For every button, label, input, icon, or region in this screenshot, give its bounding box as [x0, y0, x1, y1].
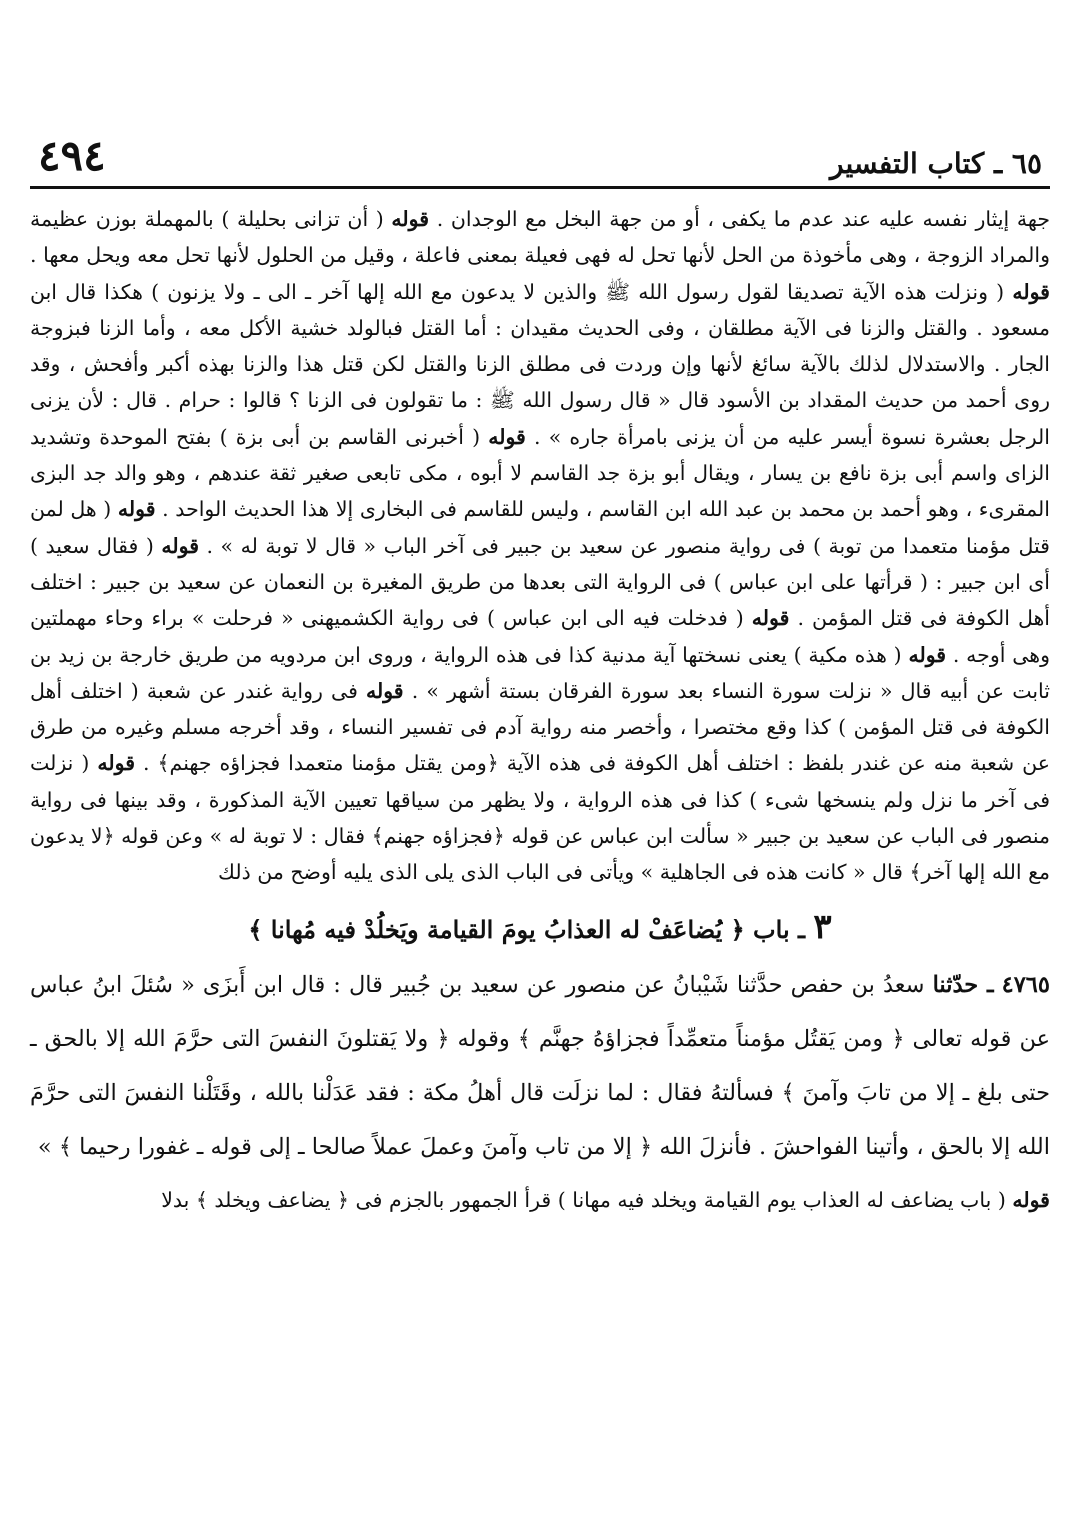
- keyword-qawluh: قوله: [488, 424, 526, 449]
- page-header: [30, 130, 1050, 189]
- keyword-qawluh: قوله: [751, 606, 790, 631]
- keyword-qawluh: قوله: [365, 678, 404, 703]
- hadith-text: سعدُ بن حفص حدَّثنا شَيْبانُ عن منصور عن سعيد بن جُبير قال : قال ابن أَبزَى « سُئلَ ابنُ عباس عن قوله تعالى ﴿ ومن يَقتُل مؤمناً متعمِّداً فجزاؤهُ جهنَّم ﴾ وقوله ﴿ ولا يَقتلونَ النفسَ التى حرَّمَ الله إلا بالحق ـ حتى بلغ ـ إلا من تابَ وآمنَ ﴾ فسألتهُ فقال : لما نزلَت قال أهلُ مكة : فقد عَدَلْنا بالله ، وقَتَلْنا النفسَ التى حرَّمَ الله إلا بالحق ، وأتينا الفواحشَ . فأنزلَ الله ﴿ إلا من تاب وآمنَ وعملَ عملاً صالحا ـ إلى قوله ـ غفورا رحيما ﴾ »: [30, 971, 1050, 1160]
- book-page: [30, 130, 1050, 1510]
- keyword-qawluh: قوله: [117, 497, 156, 522]
- page-number: ٤٩٤: [38, 131, 106, 180]
- commentary-paragraph: جهة إيثار نفسه عليه عند عدم ما يكفى ، أو من جهة البخل مع الوجدان . قوله ( أن تزانى بحليلة ) بالمهملة بوزن عظيمة والمراد الزوجة ، وهى مأخوذة من الحل لأنها تحل له فهى فعيلة بمعنى فاعلة ، وقيل من الحلول لأنها تحل معه ويحل معها . قوله ( ونزلت هذه الآية تصديقا لقول رسول الله ﷺ والذين لا يدعون مع الله إلها آخر ـ الى ـ ولا يزنون ) هكذا قال ابن مسعود . والقتل والزنا فى الآية مطلقان ، وفى الحديث مقيدان : أما القتل فبالولد خشية الأكل معه ، وأما الزنا فبزوجة الجار . والاستدلال لذلك بالآية سائغ لأنها وإن وردت فى مطلق الزنا والقتل لكن قتل هذا والزنا بهذه أكبر وأفحش ، وقد روى أحمد من حديث المقداد بن الأسود قال « قال رسول الله ﷺ : ما تقولون فى الزنا ؟ قالوا : حرام . قال : لأن يزنى الرجل بعشرة نسوة أيسر عليه من أن يزنى بامرأة جاره » . قوله ( أخبرنى القاسم بن أبى بزة ) بفتح الموحدة وتشديد الزاى واسم أبى بزة نافع بن يسار ، ويقال أبو بزة جد القاسم لا أبوه ، مكى تابعى صغير ثقة عندهم ، وهو والد جد البزى المقرىء ، وهو أحمد بن محمد بن عبد الله ابن القاسم ، وليس للقاسم فى البخارى إلا هذا الحديث الواحد . قوله ( هل لمن قتل مؤمنا متعمدا من توبة ) فى رواية منصور عن سعيد بن جبير فى آخر الباب « قال لا توبة له » . قوله ( فقال سعيد ) أى ابن جبير : ( قرأتها على ابن عباس ) فى الرواية التى بعدها من طريق المغيرة بن النعمان عن سعيد بن جبير : اختلف أهل الكوفة فى قتل المؤمن . قوله ( فدخلت فيه الى ابن عباس ) فى رواية الكشميهنى « فرحلت » براء وحاء مهملتين وهى أوجه . قوله ( هذه مكية ) يعنى نسختها آية مدنية كذا فى هذه الرواية ، وروى ابن مردويه من طريق خارجة بن زيد بن ثابت عن أبيه قال « نزلت سورة النساء بعد سورة الفرقان بستة أشهر » . قوله فى رواية غندر عن شعبة ( اختلف أهل الكوفة فى قتل المؤمن ) كذا وقع مختصرا ، وأخصر منه رواية آدم فى تفسير النساء ، وقد أخرجه مسلم وغيره من طرق عن شعبة منه عن غندر بلفظ : اختلف أهل الكوفة فى هذه الآية ﴿ومن يقتل مؤمنا متعمدا فجزاؤه جهنم﴾ . قوله ( نزلت فى آخر ما نزل ولم ينسخها شىء ) كذا فى هذه الرواية ، ولا يظهر من سياقها تعيين الآية المذكورة ، وقد بينها فى رواية منصور فى الباب عن سعيد بن جبير « سألت ابن عباس عن قوله ﴿فجزاؤه جهنم﴾ فقال : لا توبة له » وعن قوله ﴿لا يدعون مع الله إلها آخر﴾ قال « كانت هذه فى الجاهلية » ويأتى فى الباب الذى يلى الذى يليه أوضح من ذلك: [30, 207, 1050, 885]
- chapter-heading: [30, 905, 1050, 952]
- chapter-label: ـ باب: [753, 914, 806, 944]
- keyword-qawluh: قوله: [161, 533, 200, 558]
- keyword-qawluh: قوله: [1012, 1187, 1050, 1212]
- hadith-block: [30, 958, 1050, 1174]
- hadith-label: ـ حدّثنا: [932, 971, 994, 998]
- hadith-number: ٤٧٦٥: [1001, 971, 1050, 998]
- commentary-text: [30, 201, 1050, 891]
- keyword-qawluh: قوله: [391, 207, 430, 231]
- chapter-number: ٣: [813, 906, 832, 947]
- keyword-qawluh: قوله: [97, 751, 136, 776]
- commentary-continuation: قوله ( باب يضاعف له العذاب يوم القيامة ويخلد فيه مهانا ) قرأ الجمهور بالجزم فى ﴿ يضاعف ويخلد ﴾ بدلا: [161, 1187, 1050, 1212]
- chapter-title-text: ﴿ يُضاعَفْ له العذابُ يومَ القيامة ويَخلُدْ فيه مُهانا ﴾: [248, 914, 745, 944]
- running-title: ٦٥ ـ كتاب التفسير: [830, 147, 1042, 180]
- keyword-qawluh: قوله: [908, 642, 947, 667]
- keyword-qawluh: قوله: [1012, 279, 1050, 304]
